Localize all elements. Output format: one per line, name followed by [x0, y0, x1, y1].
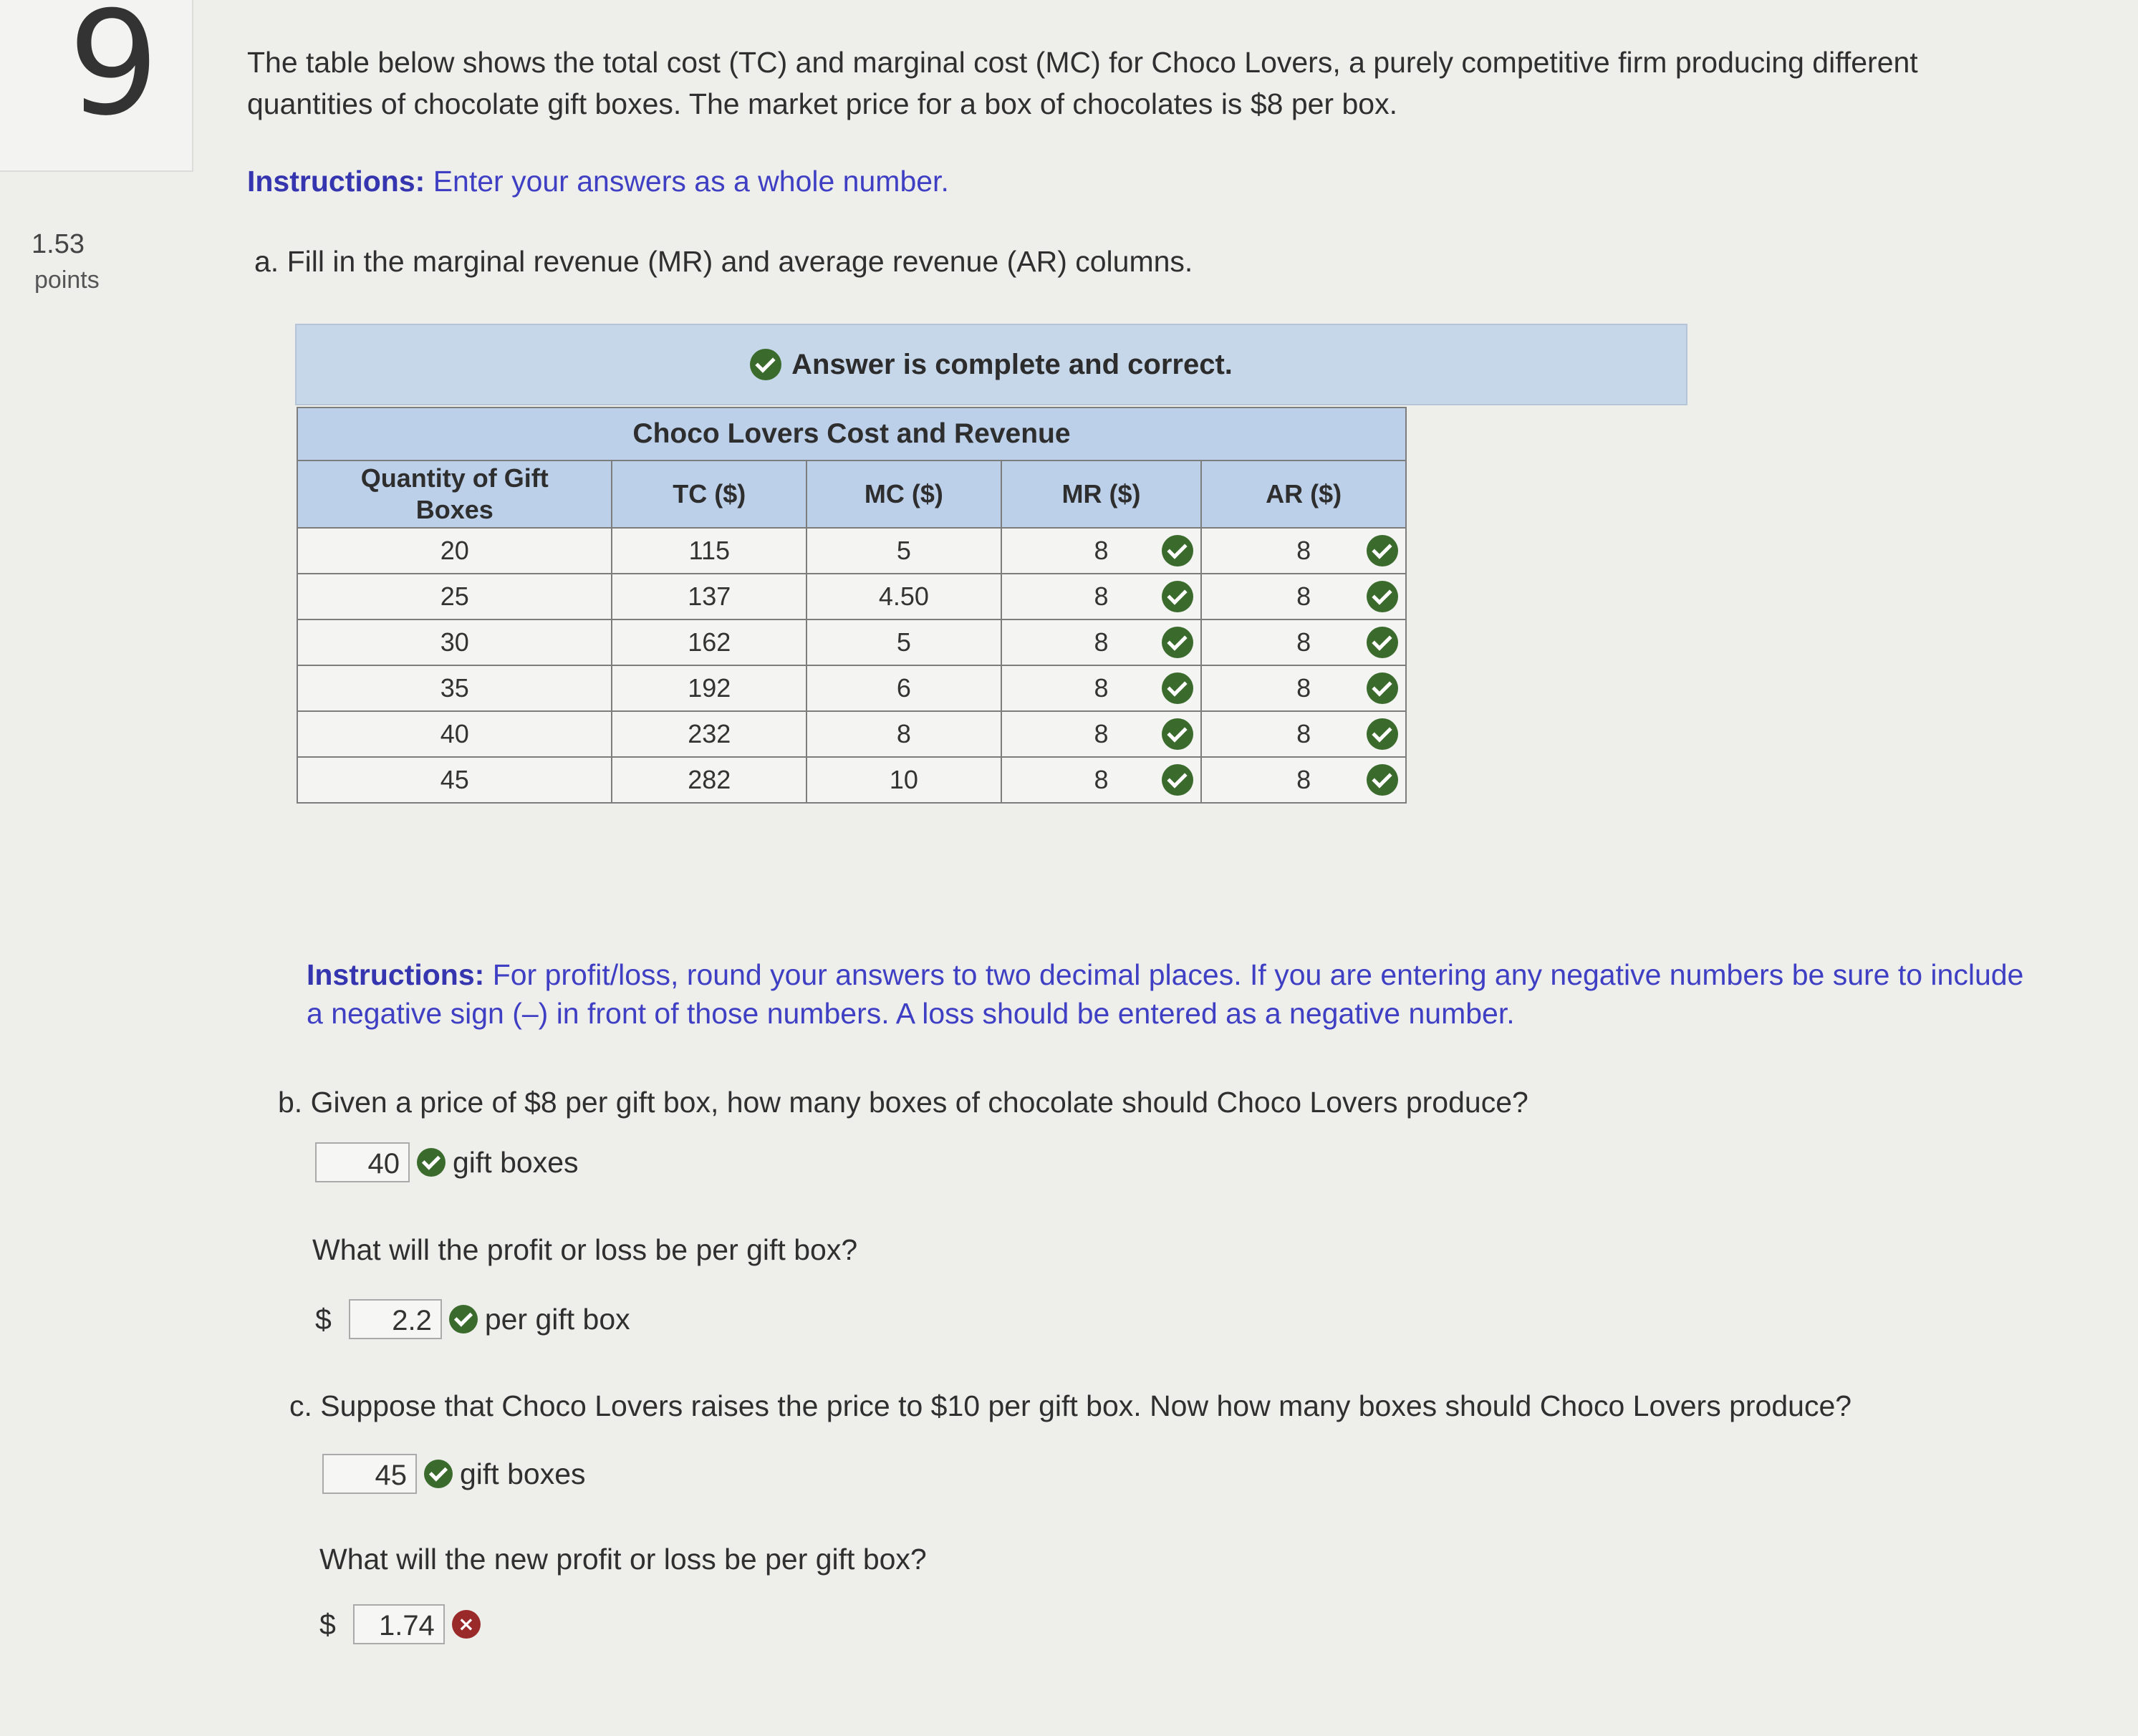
cell-tc-value: 282	[688, 765, 731, 794]
instructions2-line2: a negative sign (–) in front of those numbers. A loss should be entered as a negative number.	[307, 997, 1515, 1030]
table-row	[297, 665, 1406, 711]
cell-mr-value: 8	[1094, 719, 1109, 748]
cell-qty-value: 45	[440, 765, 469, 794]
part-b-quantity-answer	[315, 1142, 579, 1182]
check-circle-icon	[1162, 581, 1193, 612]
table-row	[297, 711, 1406, 757]
part-c-quantity-unit: gift boxes	[460, 1457, 586, 1490]
check-circle-icon	[1162, 764, 1193, 796]
cell-tc	[612, 528, 806, 574]
part-c-quantity-input[interactable]: 45	[322, 1454, 417, 1494]
part-c-profit-input[interactable]: 1.74	[353, 1604, 445, 1644]
cell-qty-value: 30	[440, 627, 469, 657]
header-tc: TC ($)	[612, 460, 806, 528]
cell-qty-value: 25	[440, 582, 469, 611]
cell-tc-value: 192	[688, 673, 731, 703]
intro-text-line1: The table below shows the total cost (TC) and marginal cost (MC) for Choco Lovers, a purely competitive firm producing different	[247, 46, 1918, 79]
cell-qty	[297, 711, 612, 757]
cell-mc-value: 4.50	[878, 582, 929, 611]
cell-mc-value: 6	[896, 673, 911, 703]
table-title: Choco Lovers Cost and Revenue	[297, 408, 1406, 460]
cell-mr[interactable]	[1001, 619, 1202, 665]
instructions-text: Enter your answers as a whole number.	[425, 165, 949, 198]
cell-mr-value: 8	[1094, 765, 1109, 794]
check-circle-icon	[1162, 535, 1193, 566]
cell-tc	[612, 619, 806, 665]
cell-mc	[806, 665, 1001, 711]
incorrect-x-icon: ×	[452, 1610, 481, 1639]
part-c-quantity-answer	[322, 1454, 586, 1494]
cell-tc-value: 115	[688, 536, 730, 565]
check-circle-icon	[417, 1148, 446, 1177]
cell-mc-value: 5	[896, 536, 911, 565]
cell-mr-value: 8	[1094, 627, 1109, 657]
cell-ar-value: 8	[1296, 765, 1311, 794]
part-b-profit-unit: per gift box	[484, 1302, 630, 1336]
cell-ar[interactable]	[1201, 528, 1406, 574]
cell-mr-value: 8	[1094, 536, 1109, 565]
check-circle-icon	[424, 1460, 453, 1488]
cell-mc	[806, 528, 1001, 574]
cell-tc	[612, 574, 806, 619]
table-row	[297, 574, 1406, 619]
instructions-profit-loss	[307, 955, 2023, 994]
header-mr: MR ($)	[1001, 460, 1202, 528]
question-number: 9	[68, 0, 160, 148]
cell-tc	[612, 711, 806, 757]
check-circle-icon	[1367, 627, 1398, 658]
cell-tc-value: 162	[688, 627, 731, 657]
cost-revenue-table	[297, 407, 1407, 804]
cell-mc-value: 10	[889, 765, 918, 794]
header-quantity-line2: Boxes	[415, 495, 493, 524]
cell-tc-value: 137	[688, 582, 731, 611]
points-label: points	[34, 266, 100, 294]
part-c-prompt: c. Suppose that Choco Lovers raises the price to $10 per gift box. Now how many boxes should Choco Lovers produce?	[289, 1389, 1852, 1422]
cell-qty	[297, 619, 612, 665]
cell-ar[interactable]	[1201, 711, 1406, 757]
cell-qty-value: 35	[440, 673, 469, 703]
check-circle-icon	[1162, 718, 1193, 750]
cell-qty-value: 20	[440, 536, 469, 565]
part-b-profit-prompt: What will the profit or loss be per gift box?	[312, 1233, 858, 1266]
cell-qty-value: 40	[440, 719, 469, 748]
check-circle-icon	[1367, 764, 1398, 796]
cell-mr[interactable]	[1001, 528, 1202, 574]
cell-mr[interactable]	[1001, 711, 1202, 757]
points-value: 1.53	[32, 229, 85, 259]
cell-ar-value: 8	[1296, 582, 1311, 611]
cell-ar[interactable]	[1201, 665, 1406, 711]
cell-ar[interactable]	[1201, 619, 1406, 665]
part-b-profit-input[interactable]: 2.2	[349, 1299, 442, 1339]
part-c-profit-answer	[319, 1604, 481, 1644]
cell-mr-value: 8	[1094, 673, 1109, 703]
instructions2-line1: For profit/loss, round your answers to two decimal places. If you are entering any negative numbers be sure to include	[484, 958, 2024, 991]
check-circle-icon	[1367, 535, 1398, 566]
cell-qty	[297, 757, 612, 803]
check-circle-icon	[449, 1305, 478, 1334]
check-circle-icon	[1162, 627, 1193, 658]
cell-qty	[297, 665, 612, 711]
currency-symbol: $	[319, 1607, 336, 1641]
cell-tc-value: 232	[688, 719, 731, 748]
part-a-prompt: a. Fill in the marginal revenue (MR) and average revenue (AR) columns.	[254, 245, 1193, 278]
cell-ar-value: 8	[1296, 536, 1311, 565]
check-circle-icon	[1367, 672, 1398, 704]
cell-mr[interactable]	[1001, 665, 1202, 711]
cell-mc	[806, 711, 1001, 757]
answer-status-text: Answer is complete and correct.	[791, 348, 1233, 380]
cell-tc	[612, 665, 806, 711]
table-row	[297, 528, 1406, 574]
cell-ar-value: 8	[1296, 673, 1311, 703]
cell-mr-value: 8	[1094, 582, 1109, 611]
cell-tc	[612, 757, 806, 803]
answer-status-banner	[295, 324, 1687, 405]
cell-mc	[806, 574, 1001, 619]
cell-mr[interactable]	[1001, 574, 1202, 619]
cell-ar[interactable]	[1201, 757, 1406, 803]
table-row	[297, 619, 1406, 665]
cell-mr[interactable]	[1001, 757, 1202, 803]
cell-mc-value: 8	[896, 719, 911, 748]
check-circle-icon	[750, 349, 781, 380]
cell-ar-value: 8	[1296, 719, 1311, 748]
instructions-whole-number	[247, 162, 949, 201]
table-row	[297, 757, 1406, 803]
part-b-quantity-unit: gift boxes	[453, 1145, 579, 1179]
check-circle-icon	[1367, 718, 1398, 750]
header-quantity-line1: Quantity of Gift	[360, 463, 549, 493]
check-circle-icon	[1367, 581, 1398, 612]
cell-mc-value: 5	[896, 627, 911, 657]
part-b-profit-answer	[315, 1299, 630, 1339]
cell-ar-value: 8	[1296, 627, 1311, 657]
cell-mc	[806, 757, 1001, 803]
cell-qty	[297, 574, 612, 619]
intro-text-line2: quantities of chocolate gift boxes. The market price for a box of chocolates is $8 per box.	[247, 87, 1397, 120]
instructions2-label: Instructions:	[307, 958, 485, 991]
instructions-label: Instructions:	[247, 165, 425, 198]
part-b-prompt: b. Given a price of $8 per gift box, how many boxes of chocolate should Choco Lovers produce?	[278, 1086, 1528, 1119]
answer-status	[297, 325, 1686, 404]
currency-symbol: $	[315, 1302, 332, 1336]
cell-qty	[297, 528, 612, 574]
header-quantity	[297, 460, 612, 528]
cell-mc	[806, 619, 1001, 665]
cell-ar[interactable]	[1201, 574, 1406, 619]
header-ar: AR ($)	[1201, 460, 1406, 528]
part-c-profit-prompt: What will the new profit or loss be per gift box?	[319, 1543, 927, 1576]
part-b-quantity-input[interactable]: 40	[315, 1142, 410, 1182]
header-mc: MC ($)	[806, 460, 1001, 528]
check-circle-icon	[1162, 672, 1193, 704]
